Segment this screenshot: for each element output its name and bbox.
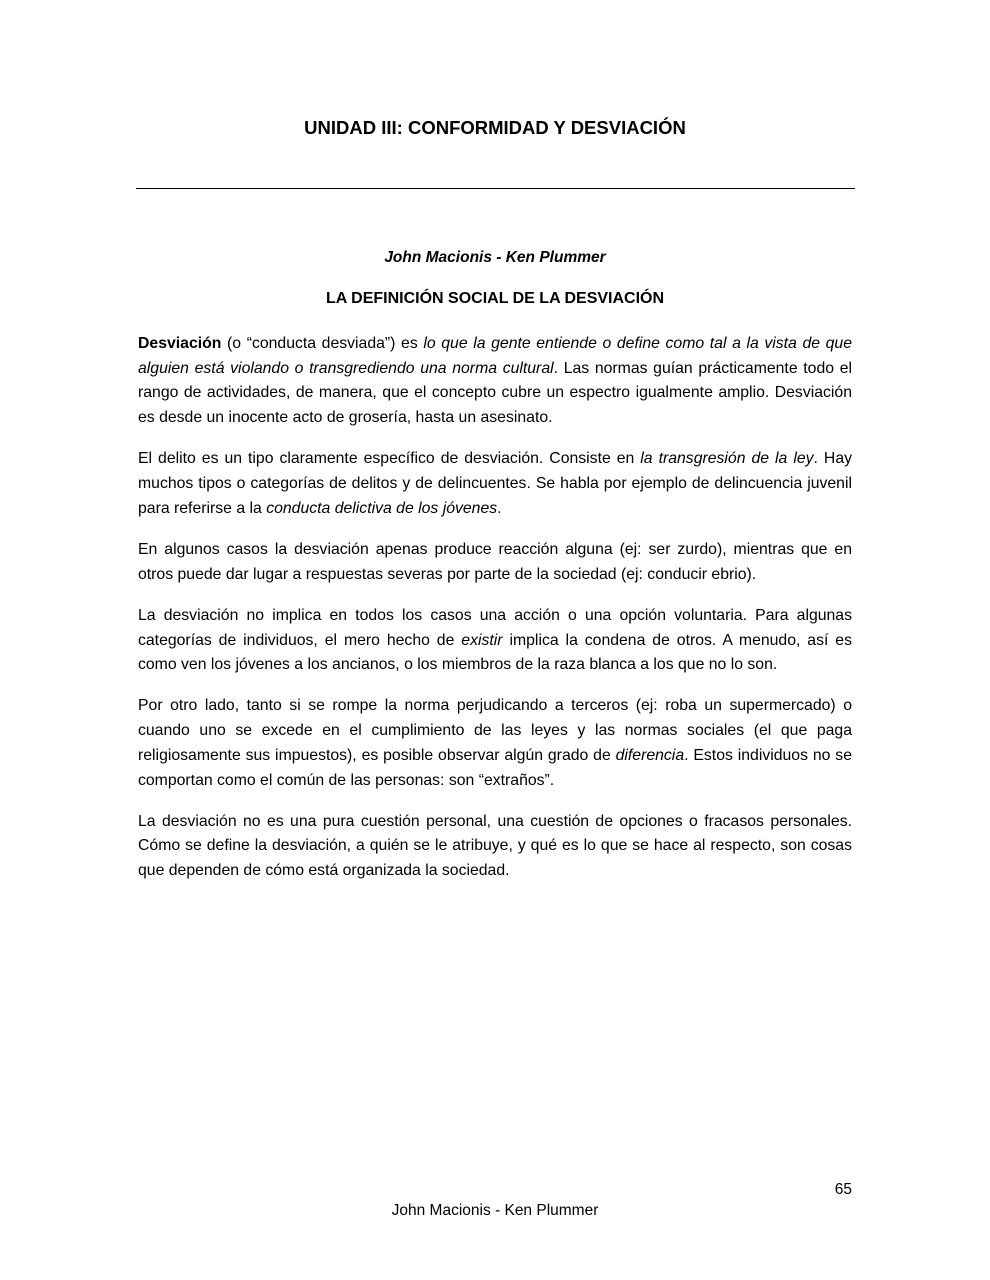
text-run: La desviación no es una pura cuestión personal, una cuestión de opciones o fracasos personales. Cómo se define la desviación, a quién se le atribuye, y qué es lo que se hace al respecto, son cosas que dependen de cómo está organizada la sociedad. xyxy=(138,812,852,880)
page-number: 65 xyxy=(834,1181,852,1198)
text-run: La desviación no implica en todos los casos una acción o una opción voluntaria. Para algunas categorías de individuos, el mero hecho de xyxy=(138,606,852,649)
italic-phrase: conducta delictiva de los jóvenes xyxy=(266,499,498,517)
text-run: . Hay muchos tipos o categorías de delitos y de delincuentes. Se habla por ejemplo de delincuencia juvenil para referirse a la xyxy=(138,450,852,517)
paragraph xyxy=(138,810,852,884)
text-run: . xyxy=(497,499,502,517)
italic-phrase: existir xyxy=(461,631,503,649)
paragraph xyxy=(138,332,852,431)
text-run: . Las normas guían prácticamente todo el rango de actividades, de manera, que el concepto cubre un espectro igualmente amplio. Desviación es desde un inocente acto de grosería, hasta un asesinato. xyxy=(138,359,853,427)
paragraph xyxy=(138,538,852,587)
italic-phrase: diferencia xyxy=(615,746,685,764)
paragraph xyxy=(138,604,852,678)
bold-term: Desviación xyxy=(138,335,222,352)
italic-phrase: lo que la gente entiende o define como tal a la vista de que alguien está violando o transgrediendo una norma cultural xyxy=(138,335,852,377)
title-divider xyxy=(136,188,855,189)
section-heading: LA DEFINICIÓN SOCIAL DE LA DESVIACIÓN xyxy=(325,290,665,307)
italic-phrase: la transgresión de la ley xyxy=(640,450,814,468)
text-run: Por otro lado, tanto si se rompe la norma perjudicando a terceros (ej: roba un supermercado) o cuando uno se excede en el cumplimiento de las leyes y las normas sociales (el que paga religiosamente sus impuestos), es posible observar algún grado de xyxy=(138,697,852,764)
paragraph xyxy=(138,694,852,793)
page-title: UNIDAD III: CONFORMIDAD Y DESVIACIÓN xyxy=(304,117,686,138)
body-text xyxy=(138,332,852,900)
text-run: implica la condena de otros. A menudo, así es como ven los jóvenes a los ancianos, o los miembros de la raza blanca a los que no lo son. xyxy=(138,631,852,674)
paragraph xyxy=(138,447,852,521)
text-run: (o “conducta desviada”) es xyxy=(221,335,424,352)
text-run: . Estos individuos no se comportan como el común de las personas: son “extraños”. xyxy=(138,746,852,789)
authors-line: John Macionis - Ken Plummer xyxy=(384,249,606,266)
page-footer: John Macionis - Ken Plummer xyxy=(391,1202,599,1219)
text-run: El delito es un tipo claramente específico de desviación. Consiste en xyxy=(138,450,641,468)
text-run: En algunos casos la desviación apenas produce reacción alguna (ej: ser zurdo), mientras que en otros puede dar lugar a respuestas severas por parte de la sociedad (ej: conducir ebrio). xyxy=(138,540,852,583)
